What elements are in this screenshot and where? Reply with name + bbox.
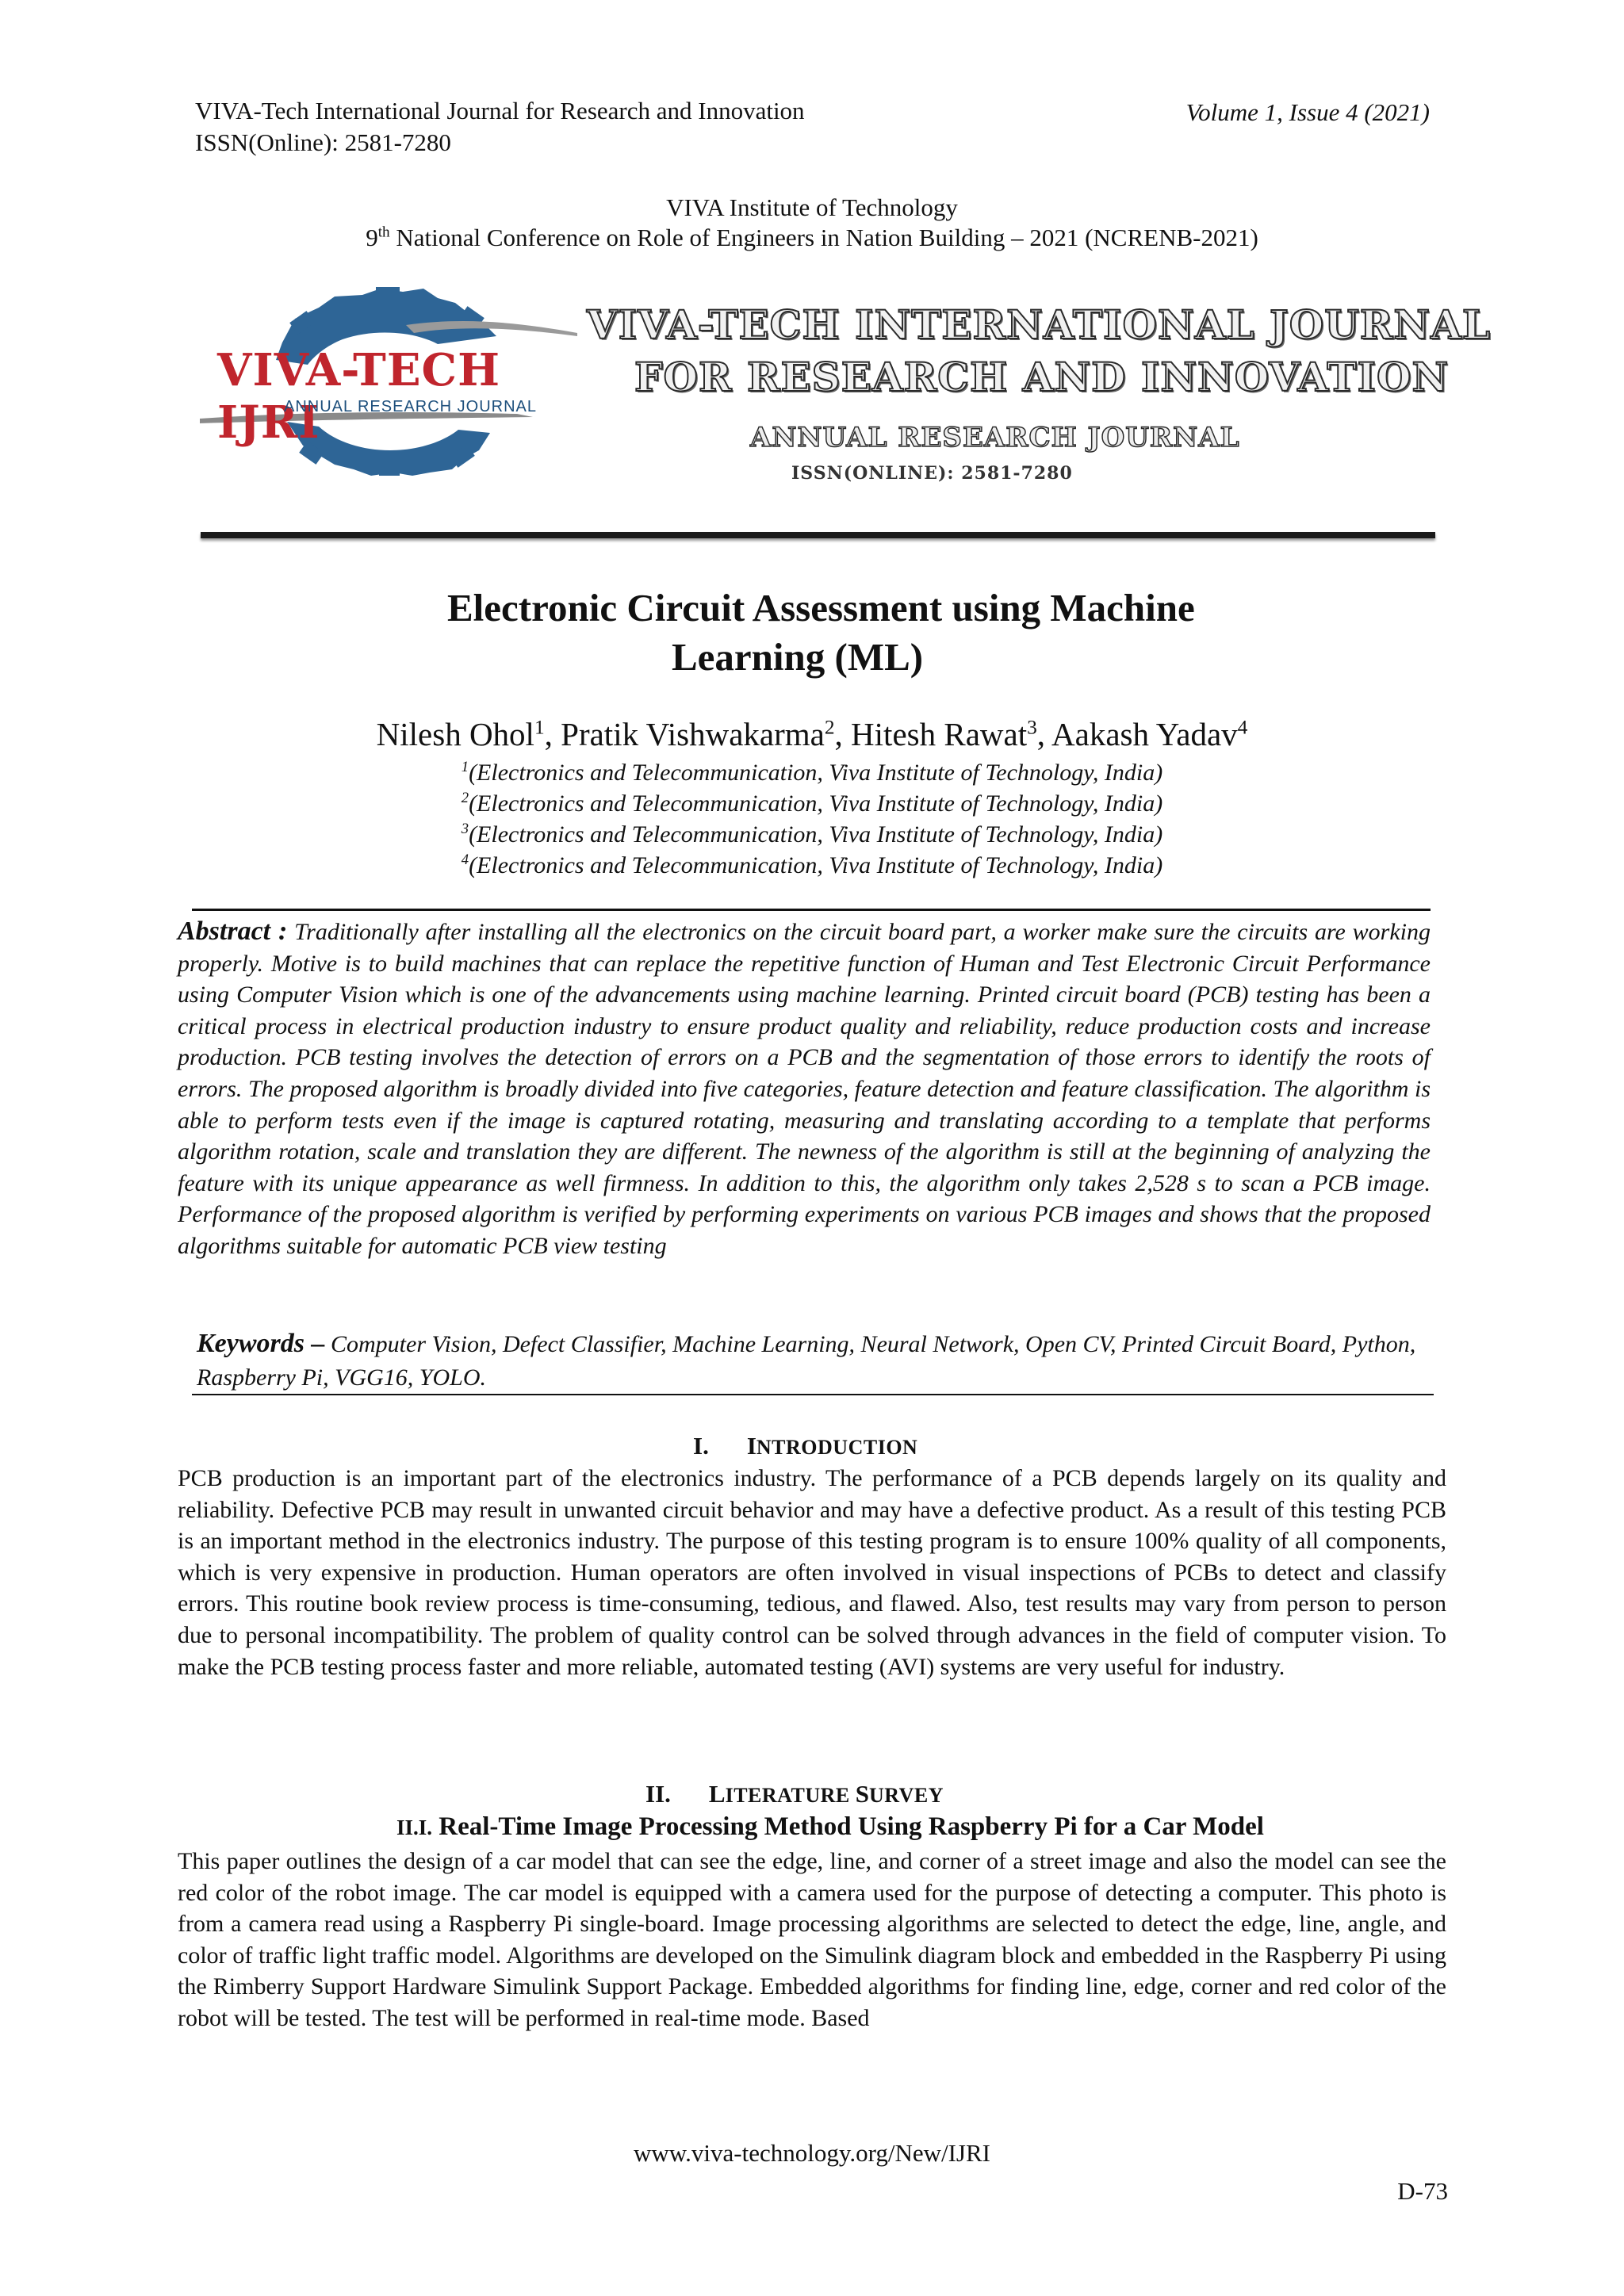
logo-subtext: ANNUAL RESEARCH JOURNAL [284, 398, 537, 415]
abstract [178, 916, 1431, 1262]
abstract-text: Traditionally after installing all the electronics on the circuit board part, a worker make sure the circuits are working properly. Motive is to build machines that can replace the repetitive function of Human and Test Electronic Circuit Performance using Computer Vision which is one of the advancements using machine learning. Printed circuit board (PCB) testing has been a critical process in electrical production industry to ensure product quality and reliability, reduce production costs and increase production. PCB testing involves the detection of errors on a PCB and the segmentation of those errors to identify the roots of errors. The proposed algorithm is broadly divided into five categories, feature detection and feature classification. The algorithm is able to perform tests even if the image is captured rotating, measuring and translating according to a template that performs algorithm rotation, scale and translation they are different. The newness of the algorithm is still at the beginning of analyzing the feature with its unique appearance as well firmness. In addition to this, the algorithm only takes 2,528 s to scan a PCB image. Performance of the proposed algorithm is verified by performing experiments on various PCB images and shows that the proposed algorithms suitable for automatic PCB view testing [178, 919, 1431, 1259]
keywords-label: Keywords – [197, 1329, 325, 1358]
banner-rule [201, 532, 1435, 538]
paper-title-line2: Learning (ML) [672, 635, 924, 679]
author-name: Hitesh Rawat [851, 716, 1028, 752]
banner-title-line1: VIVA-TECH INTERNATIONAL JOURNAL [587, 301, 1492, 348]
footer-url[interactable]: www.viva-technology.org/New/IJRI [634, 2139, 990, 2167]
author-name: Aakash Yadav [1051, 716, 1238, 752]
introduction-text: PCB production is an important part of the electronics industry. The performance of a PCB depends largely on its quality and reliability. Defective PCB may result in unwanted circuit behavior and may have a defective product. As a result of this testing PCB is an important method in the electronics industry. The purpose of this testing program is to ensure 100% quality of all components, which is very expensive in production. Human operators are often involved in visual inspections of PCBs to detect and classify errors. This routine book review process is time-consuming, tedious, and flawed. Also, test results may vary from person to person due to personal incompatibility. The problem of quality control can be solved through advances in the field of computer vision. To make the PCB testing process faster and more reliable, automated testing (AVI) systems are very useful for industry. [178, 1465, 1446, 1680]
keywords [197, 1327, 1434, 1395]
banner-title-line2: FOR RESEARCH AND INNOVATION [634, 354, 1450, 400]
affiliation: $^1$(Electronics and Telecommunication, Viva Institute of Technology, India) [461, 759, 1163, 786]
section-heading-introduction: I. INTRODUCTION [693, 1432, 918, 1460]
subsection-heading: II.I. Real-Time Image Processing Method Using Raspberry Pi for a Car Model [396, 1812, 1264, 1841]
page-number: D-73 [1397, 2177, 1448, 2205]
literature-survey-text: This paper outlines the design of a car model that can see the edge, line, and corner of a street image and also the model can see the red color of the robot image. The car model is equipped with a camera used for the purpose of detecting a computer. This photo is from a camera read using a Raspberry Pi single-board. Image processing algorithms are selected to detect the edge, line, angle, and color of traffic light traffic model. Algorithms are developed on the Simulink diagram block and embedded in the Raspberry Pi using the Rimberry Support Hardware Simulink Support Package. Embedded algorithms for finding line, edge, corner and red color of the robot will be tested. The test will be performed in real-time mode. Based [178, 1848, 1446, 2031]
institute-name: VIVA Institute of Technology [666, 193, 958, 221]
banner-issn: ISSN(ONLINE): 2581-7280 [791, 463, 1073, 484]
paper-title-line1: Electronic Circuit Assessment using Machine [447, 586, 1195, 629]
author-list: Nilesh Ohol$^1$, Pratik Vishwakarma$^2$, Hitesh Rawat$^3$, Aakash Yadav$^4$ [376, 716, 1248, 752]
affiliation: $^2$(Electronics and Telecommunication, Viva Institute of Technology, India) [461, 790, 1163, 817]
affiliation: $^4$(Electronics and Telecommunication, Viva Institute of Technology, India) [461, 851, 1163, 878]
journal-logo [200, 287, 577, 476]
logo-text: VIVA-TECH IJRI [217, 344, 501, 449]
author-name: Pratik Vishwakarma [561, 716, 825, 752]
section-heading-literature-survey: II. LITERATURE SURVEY [645, 1780, 944, 1808]
conference-name: 9th National Conference on Role of Engineers in Nation Building – 2021 (NCRENB-2021) [366, 224, 1258, 251]
journal-name: VIVA-Tech International Journal for Research and Innovation [195, 97, 805, 124]
volume-issue: Volume 1, Issue 4 (2021) [1185, 98, 1430, 126]
abstract-top-rule [192, 909, 1431, 911]
author-name: Nilesh Ohol [376, 716, 534, 752]
abstract-label: Abstract : [178, 916, 288, 946]
banner-annual: ANNUAL RESEARCH JOURNAL [750, 422, 1240, 453]
keywords-text: Computer Vision, Defect Classifier, Machine Learning, Neural Network, Open CV, Printed Circuit Board, Python, Raspberry Pi, VGG16, YOLO. [197, 1331, 1416, 1391]
affiliation: $^3$(Electronics and Telecommunication, Viva Institute of Technology, India) [461, 821, 1163, 848]
issn: ISSN(Online): 2581-7280 [195, 128, 451, 156]
keywords-bottom-rule [192, 1394, 1434, 1395]
